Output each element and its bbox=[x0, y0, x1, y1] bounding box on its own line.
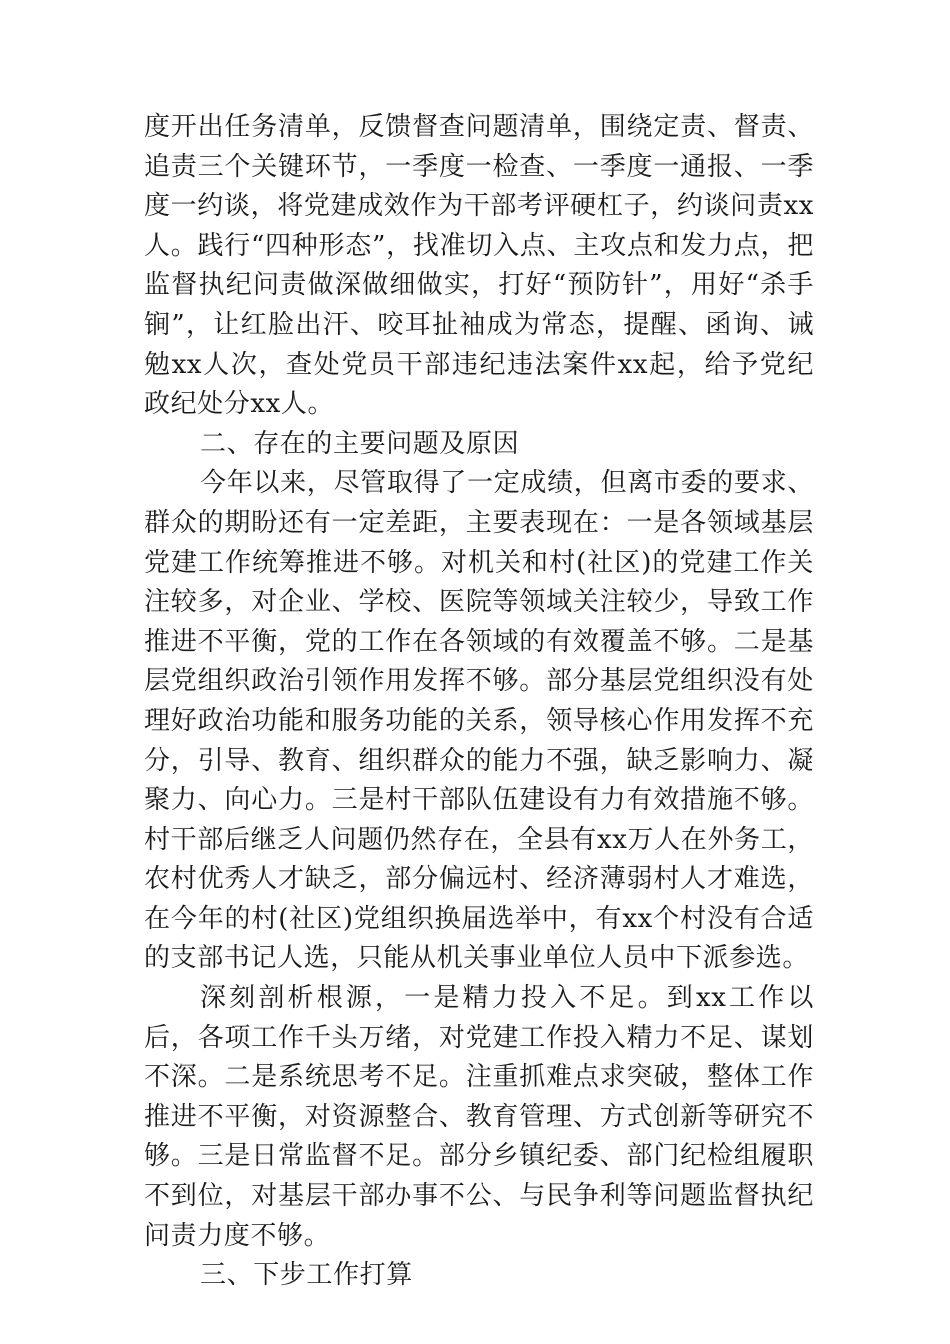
paragraph-continuation: 度开出任务清单，反馈督查问题清单，围绕定责、督责、追责三个关键环节，一季度一检查、一季度一通报、一季度一约谈，将党建成效作为干部考评硬杠子，约谈问责xx人。践行“四种形态”，找准切入点、主攻点和发力点，把监督执纪问责做深做细做实，打好“预防针”，用好“杀手锏”，让红脸出汗、咬耳扯袖成为常态，提醒、函询、诫勉xx人次，查处党员干部违纪违法案件xx起，给予党纪政纪处分xx人。 bbox=[144, 112, 814, 420]
document-body bbox=[144, 108, 814, 1296]
paragraph-root-causes: 深刻剖析根源，一是精力投入不足。到xx工作以后，各项工作千头万绪，对党建工作投入精力不足、谋划不深。二是系统思考不足。注重抓难点求突破，整体工作推进不平衡，对资源整合、教育管理、方式创新等研究不够。三是日常监督不足。部分乡镇纪委、部门纪检组履职不到位，对基层干部办事不公、与民争利等问题监督执纪问责力度不够。 bbox=[144, 983, 814, 1251]
section-heading-next-steps: 三、下步工作打算 bbox=[200, 1260, 413, 1291]
paragraph-problems: 今年以来，尽管取得了一定成绩，但离市委的要求、群众的期盼还有一定差距，主要表现在：一是各领域基层党建工作统筹推进不够。对机关和村(社区)的党建工作关注较多，对企业、学校、医院等领域关注较少，导致工作推进不平衡，党的工作在各领域的有效覆盖不够。二是基层党组织政治引领作用发挥不够。部分基层党组织没有处理好政治功能和服务功能的关系，领导核心作用发挥不充分，引导、教育、组织群众的能力不强，缺乏影响力、凝聚力、向心力。三是村干部队伍建设有力有效措施不够。村干部后继乏人问题仍然存在，全县有xx万人在外务工，农村优秀人才缺乏，部分偏远村、经济薄弱村人才难选，在今年的村(社区)党组织换届选举中，有xx个村没有合适的支部书记人选，只能从机关事业单位人员中下派参选。 bbox=[144, 468, 814, 974]
section-heading-problems: 二、存在的主要问题及原因 bbox=[200, 428, 520, 459]
